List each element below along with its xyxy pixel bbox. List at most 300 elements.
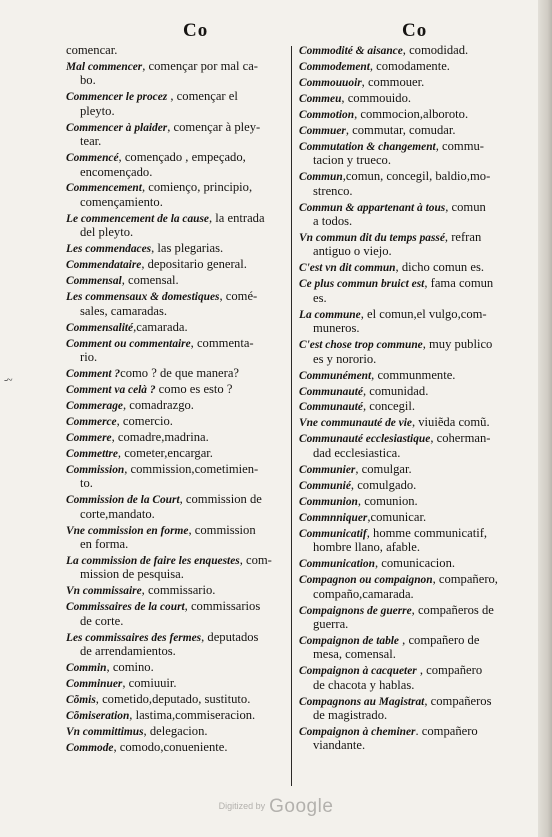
entry-text: . compañero [415,724,478,738]
entry-line [66,180,285,194]
entry-text: corte,mandato. [80,506,155,521]
entry-text: de magistrado. [313,708,388,723]
entry-line [299,169,531,183]
entry-line [299,494,531,508]
entry-text: compaño,camarada. [313,586,414,601]
entry-line [66,398,285,412]
entry-text: viandante. [313,738,366,753]
entry-text: , muy publico [422,337,493,352]
headword: Commensalité [66,321,134,334]
entry-line [299,107,531,121]
dictionary-entry [299,384,531,398]
entry-line [299,260,531,274]
headword: Commendataire [66,259,142,272]
headword: Vn commissaire [66,585,142,598]
entry-text: sales, camaradas. [80,303,168,318]
headword: Les commissaires des fermes [66,631,202,644]
entry-text: , comé- [219,289,258,304]
dictionary-entry [66,273,285,287]
dictionary-entry [66,553,285,582]
entry-text: , comino. [106,660,154,675]
entry-line [299,291,531,305]
entry-line [299,617,531,631]
dictionary-entry [66,150,285,179]
entry-line [66,676,285,690]
headword: Commencement [66,182,142,195]
headword: Le commencement de la cause [66,212,209,225]
entry-line [299,230,531,244]
headword: Commere [66,431,112,444]
headword: Compaignon à cacqueter [299,665,417,678]
entry-line [299,43,531,57]
headword: Ce plus commun bruict est [299,278,425,291]
entry-line [66,740,285,754]
headword: Commerce [66,415,117,428]
entry-line [299,184,531,198]
entry-text: es y nororio. [313,351,377,366]
entry-text: , depositario general. [141,257,247,272]
entry-text: , el comun,el vulgo,com- [360,306,487,321]
headword: Commencer le procez [66,91,168,104]
entry-line [299,603,531,617]
dictionary-entry [66,398,285,412]
entry-text: , començar por mal ca- [142,58,258,73]
dictionary-entry [66,120,285,149]
entry-text: dad ecclesiastica. [313,445,401,460]
entry-text: , commission [188,522,256,537]
headword: Commnniquer [299,511,368,524]
headword: Compagnons au Magistrat [299,695,425,708]
entry-line [66,89,285,103]
dictionary-entry [299,694,531,723]
entry-text: , comodamente. [369,58,450,73]
left-column [66,43,285,756]
dictionary-entry [299,107,531,121]
entry-text: como ? de que manera? [120,365,240,380]
entry-line [66,382,285,396]
dictionary-entry [66,430,285,444]
entry-line [66,43,285,57]
entry-text: tear. [80,134,102,149]
headword: Compaignons de guerre [299,604,412,617]
dictionary-entry [299,431,531,460]
entry-text: , communmente. [371,367,456,382]
entry-text: , començar à pley- [167,119,261,134]
entry-text: , comienço, principio, [141,180,253,195]
dictionary-entry [66,366,285,380]
dictionary-entry [299,724,531,753]
entry-line [299,462,531,476]
entry-text: , comulgado. [350,477,417,492]
entry-line [299,446,531,460]
dictionary-entry [299,169,531,198]
entry-text: , commission,cometimien- [124,461,259,476]
headword: Les commensaux & domestiques [66,291,220,304]
headword: Vne communauté de vie [299,417,412,430]
entry-line [66,336,285,350]
entry-line [299,526,531,540]
entry-line [66,320,285,334]
entry-line [299,510,531,524]
entry-text: , la entrada [208,210,265,225]
entry-text: encomençado. [80,164,153,179]
entry-line [299,321,531,335]
right-column [299,43,531,754]
entry-text: , concegil. [362,399,416,414]
entry-text: , commouer. [361,74,425,89]
headword: Vn commun dit du temps passé [299,232,445,245]
entry-text: , comiuuir. [122,676,177,691]
dictionary-entry [299,337,531,366]
entry-text: , viuiẽda comũ. [411,415,490,430]
entry-text: , las plegarias. [151,241,224,256]
entry-text: bo. [80,73,96,88]
entry-text: , commutar, comudar. [345,122,456,137]
entry-line [66,150,285,164]
headword: La commission de faire les enquestes [66,554,240,567]
entry-text: , commenta- [190,335,254,350]
headword: Vne commission en forme [66,524,189,537]
entry-line [299,352,531,366]
entry-text: , commu- [435,138,484,153]
headword: Commuer [299,124,346,137]
entry-line [299,399,531,413]
entry-line [299,75,531,89]
headword: Les commendaces [66,243,152,256]
entry-text: en forma. [80,536,129,551]
headword: Commerage [66,399,123,412]
headword: Commissaires de la court [66,601,185,614]
headword: Cõmis [66,694,96,707]
running-head-left: Co [183,20,209,41]
entry-line [66,660,285,674]
dictionary-entry [299,526,531,555]
headword: La commune [299,308,361,321]
entry-line [66,614,285,628]
entry-text: muneros. [313,321,360,336]
dictionary-entry [66,257,285,271]
entry-line [66,537,285,551]
dictionary-entry [66,583,285,597]
entry-line [299,276,531,290]
column-divider [291,46,292,786]
dictionary-entry [299,633,531,662]
dictionary-entry [299,230,531,259]
entry-line [66,583,285,597]
entry-text: ,camarada. [133,319,188,334]
entry-line [66,708,285,722]
watermark-small-text: Digitized by [218,801,266,811]
dictionary-entry [66,43,285,57]
entry-line [299,694,531,708]
entry-line [66,446,285,460]
entry-text: es. [313,290,327,305]
entry-text: de corte. [80,613,124,628]
dictionary-entry [66,708,285,722]
entry-line [299,708,531,722]
dictionary-entry [66,740,285,754]
dictionary-entry [299,123,531,137]
entry-text: , fama comun [424,276,494,291]
entry-text: , dicho comun es. [395,260,485,275]
dictionary-entry [66,336,285,365]
headword: Communicatif [299,527,367,540]
dictionary-entry [299,276,531,305]
entry-line [66,692,285,706]
dictionary-entry [66,692,285,706]
entry-line [66,73,285,87]
entry-line [66,289,285,303]
entry-text: mission de pesquisa. [80,567,184,582]
entry-line [66,134,285,148]
entry-line [66,507,285,521]
headword: Vn committimus [66,726,144,738]
entry-text: a todos. [313,214,353,229]
entry-line [299,633,531,647]
headword: Commun & appartenant à tous [299,201,446,214]
entry-text: ,comun, concegil, baldio,mo- [342,169,491,184]
headword: Commutation & changement [299,140,436,153]
entry-text: , commissario. [141,583,216,598]
dictionary-entry [299,510,531,524]
dictionary-entry [299,478,531,492]
entry-text: , commission de [179,492,262,507]
dictionary-entry [66,289,285,318]
dictionary-entry [299,91,531,105]
headword: Communier [299,463,356,476]
entry-line [299,724,531,738]
entry-text: rio. [80,349,98,364]
headword: Commodement [299,60,370,73]
dictionary-entry [299,572,531,601]
headword: Commotion [299,108,355,121]
entry-text: , comunicacion. [374,556,456,571]
entry-text: , compañeros [424,693,492,708]
dictionary-entry [299,603,531,632]
headword: Comment ? [66,367,121,380]
entry-line [299,738,531,752]
headword: Commin [66,662,107,675]
dictionary-entry [66,59,285,88]
entry-text: comencar. [66,43,118,57]
entry-line [66,476,285,490]
entry-line [66,241,285,255]
headword: Communément [299,369,372,382]
dictionary-entry [299,43,531,57]
dictionary-entry [66,446,285,460]
headword: Commeu [299,92,342,105]
headword: Communion [299,495,358,508]
dictionary-entry [299,307,531,336]
entry-line [299,307,531,321]
headword: Compaignon à cheminer [299,726,416,738]
entry-text: , començado , empeçado, [118,150,246,165]
dictionary-entry [66,724,285,738]
entry-text: , coherman- [430,431,491,446]
entry-text: , comadrazgo. [122,397,194,412]
entry-text: , començar el [167,89,238,104]
entry-text: , delegacion. [143,724,208,738]
dictionary-entry [66,676,285,690]
entry-line [66,724,285,738]
entry-text: començamiento. [80,194,163,209]
entry-text: , commissarios [184,599,261,614]
dictionary-entry [66,599,285,628]
headword: Communication [299,558,375,571]
entry-line [66,304,285,318]
entry-line [299,368,531,382]
entry-text: , comercio. [116,413,173,428]
headword: Commouuoir [299,76,362,89]
dictionary-entry [299,415,531,429]
dictionary-entry [66,241,285,255]
entry-line [299,214,531,228]
headword: Commensal [66,275,122,288]
headword: Commettre [66,447,118,460]
headword: Compaignon de table [299,634,399,647]
headword: Compagnon ou compaignon [299,574,433,587]
digitized-watermark [0,796,552,818]
dictionary-entry [299,462,531,476]
entry-text: , refran [444,230,482,245]
entry-text: de arrendamientos. [80,644,176,659]
entry-line [66,553,285,567]
entry-text: , cometido,deputado, sustituto. [95,692,251,707]
entry-line [66,120,285,134]
entry-text: , comadre,madrina. [111,429,209,444]
entry-line [66,225,285,239]
entry-text: , cometer,encargar. [117,445,213,460]
entry-text: , compañero, [432,572,498,587]
watermark-brand: Google [269,796,334,817]
headword: Cõmiseration [66,710,130,723]
entry-line [299,678,531,692]
dictionary-entry [299,663,531,692]
entry-text: de chacota y hablas. [313,677,415,692]
entry-line [299,123,531,137]
entry-text: del pleyto. [80,225,134,240]
entry-line [299,139,531,153]
dictionary-entry [299,368,531,382]
entry-line [299,647,531,661]
entry-text: como es esto ? [155,381,233,396]
dictionary-entry [66,89,285,118]
headword: Communauté ecclesiastique [299,433,431,446]
entry-line [299,431,531,445]
headword: Commode [66,741,114,754]
entry-text: , commocion,alboroto. [354,106,469,121]
entry-text: , compañeros de [411,602,494,617]
entry-text: , compañero de [399,632,480,647]
entry-line [66,462,285,476]
entry-text: , comensal. [121,273,179,288]
running-head-right: Co [402,20,428,41]
entry-text: , comunidad. [362,383,429,398]
entry-line [66,492,285,506]
dictionary-entry [66,462,285,491]
dictionary-entry [299,556,531,570]
headword: Commission de la Court [66,494,180,507]
headword: Commodité & aisance [299,45,403,57]
entry-line [66,257,285,271]
headword: Commission [66,463,125,476]
entry-line [299,540,531,554]
entry-line [66,195,285,209]
entry-text: hombre llano, afable. [313,540,421,555]
entry-line [66,630,285,644]
headword: C'est vn dit commun [299,262,396,275]
entry-text: strenco. [313,183,353,198]
dictionary-entry [66,414,285,428]
entry-line [66,59,285,73]
entry-line [299,153,531,167]
entry-text: , commouido. [341,90,412,105]
headword: Comment va celà ? [66,383,156,396]
entry-line [66,104,285,118]
dictionary-entry [299,260,531,274]
headword: Comment ou commentaire [66,337,191,350]
dictionary-entry [66,320,285,334]
entry-line [299,200,531,214]
entry-line [299,244,531,258]
headword: C'est chose trop commune [299,339,423,352]
entry-line [66,366,285,380]
headword: Commun [299,171,343,184]
entry-line [66,165,285,179]
dictionary-entry [66,630,285,659]
headword: Commencer à plaider [66,121,168,134]
entry-line [66,350,285,364]
dictionary-entry [299,59,531,73]
dictionary-entry [66,382,285,396]
entry-text: antiguo o viejo. [313,244,392,259]
headword: Commencé [66,152,119,165]
entry-line [299,587,531,601]
entry-text: tacion y trueco. [313,153,391,168]
dictionary-entry [66,180,285,209]
dictionary-entry [299,139,531,168]
headword: Communauté [299,401,363,414]
page-edge [538,0,552,837]
entry-line [66,414,285,428]
dictionary-entry [66,492,285,521]
entry-text: , comun [445,199,486,214]
entry-text: , comodidad. [402,43,469,57]
entry-line [299,91,531,105]
entry-line [299,478,531,492]
entry-text: , lastima,commiseracion. [129,708,256,723]
dictionary-entry [299,494,531,508]
headword: Mal commencer [66,60,143,73]
entry-line [299,59,531,73]
entry-line [299,384,531,398]
headword: Comminuer [66,678,123,691]
entry-line [299,337,531,351]
entry-text: , comodo,conueniente. [113,739,228,754]
entry-line [299,556,531,570]
entry-text: , com- [239,552,272,567]
dictionary-entry [299,399,531,413]
margin-mark: -~ [4,374,12,386]
entry-line [66,273,285,287]
dictionary-entry [66,211,285,240]
entry-line [66,430,285,444]
entry-text: , comulgar. [355,461,412,476]
entry-line [66,599,285,613]
entry-text: , deputados [201,629,259,644]
entry-text: to. [80,476,93,491]
entry-text: , homme communicatif, [366,525,488,540]
